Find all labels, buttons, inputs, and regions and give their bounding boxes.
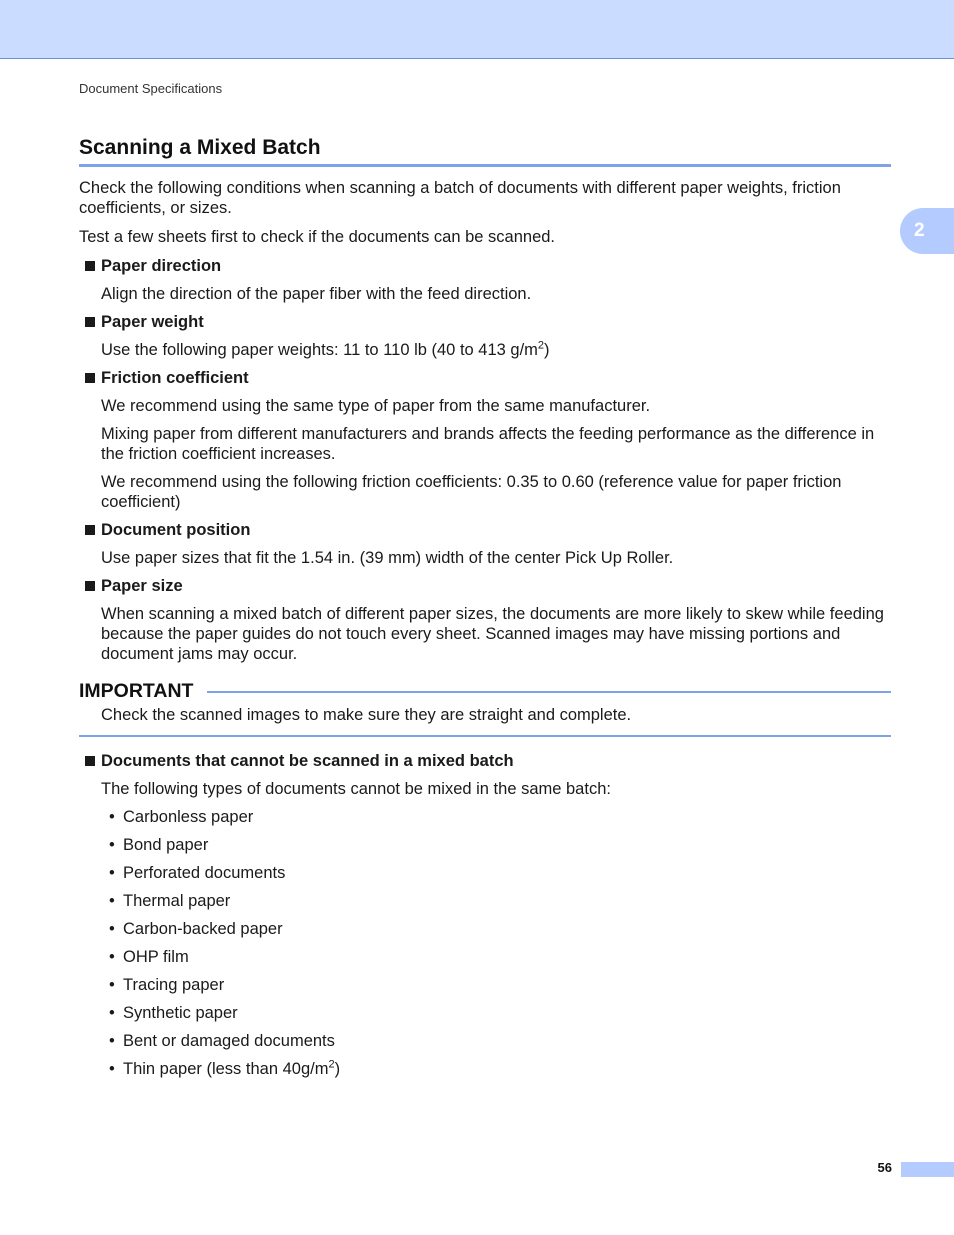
page-number-bar — [901, 1162, 954, 1177]
list-item — [109, 1031, 891, 1051]
exclusions-list — [109, 807, 891, 1079]
list-item — [109, 919, 891, 939]
condition-heading-label: Paper size — [101, 577, 183, 595]
bullet-dot-icon: • — [109, 1032, 115, 1050]
page-header-band — [0, 0, 954, 59]
condition-text: When scanning a mixed batch of different paper sizes, the documents are more likely to skew while feeding because the paper guides do not touch every sheet. Scanned images may have missing portions and document jams may occur. — [101, 605, 884, 663]
condition-text — [101, 340, 891, 360]
list-item-text: Bond paper — [123, 836, 209, 854]
condition-heading-friction — [79, 368, 891, 388]
bullet-dot-icon: • — [109, 836, 115, 854]
list-item — [109, 835, 891, 855]
text-segment: ) — [544, 341, 550, 359]
list-item-text: Thermal paper — [123, 892, 231, 910]
page-content — [79, 178, 891, 1087]
list-item — [109, 891, 891, 911]
list-item — [109, 975, 891, 995]
important-callout — [79, 680, 891, 737]
bullet-dot-icon: • — [109, 808, 115, 826]
important-label: IMPORTANT — [79, 680, 194, 702]
superscript: 2 — [537, 339, 545, 352]
list-item — [109, 807, 891, 827]
text-segment: Thin paper (less than 40g/m — [123, 1060, 329, 1078]
square-bullet-icon — [85, 525, 95, 535]
text-segment: Use the following paper weights: 11 to 110 lb (40 to 413 g/m — [101, 341, 538, 359]
bullet-dot-icon: • — [109, 892, 115, 910]
bullet-dot-icon: • — [109, 920, 115, 938]
list-item-text: Carbon-backed paper — [123, 920, 283, 938]
condition-text: We recommend using the same type of paper from the same manufacturer. — [101, 397, 651, 415]
exclusions-heading-label: Documents that cannot be scanned in a mixed batch — [101, 752, 514, 770]
list-item-text: Synthetic paper — [123, 1004, 238, 1022]
condition-heading-label: Document position — [101, 521, 251, 539]
superscript: 2 — [328, 1058, 335, 1071]
condition-heading-position — [79, 520, 891, 540]
bullet-dot-icon: • — [109, 864, 115, 882]
square-bullet-icon — [85, 581, 95, 591]
condition-heading-direction — [79, 256, 891, 276]
chapter-tab: 2 — [900, 208, 954, 254]
condition-text: We recommend using the following friction coefficients: 0.35 to 0.60 (reference value for paper friction coefficient) — [101, 473, 842, 511]
condition-text: Use paper sizes that fit the 1.54 in. (39 mm) width of the center Pick Up Roller. — [101, 549, 674, 567]
bullet-dot-icon: • — [109, 1004, 115, 1022]
condition-text: Mixing paper from different manufacturers and brands affects the feeding performance as the difference in the friction coefficient increases. — [101, 425, 875, 463]
list-item — [109, 1003, 891, 1023]
bullet-dot-icon: • — [109, 976, 115, 994]
bullet-dot-icon: • — [109, 948, 115, 966]
list-item-text: OHP film — [123, 948, 189, 966]
exclusions-heading — [79, 751, 891, 771]
important-text: Check the scanned images to make sure they are straight and complete. — [101, 706, 632, 724]
list-item-text: Tracing paper — [123, 976, 225, 994]
condition-heading-label: Friction coefficient — [101, 369, 249, 387]
list-item-text: Bent or damaged documents — [123, 1032, 335, 1050]
square-bullet-icon — [85, 373, 95, 383]
text-segment: ) — [334, 1060, 341, 1078]
page-number: 56 — [877, 1160, 892, 1175]
bullet-dot-icon: • — [109, 1060, 115, 1078]
list-item — [109, 1059, 891, 1079]
condition-heading-label: Paper direction — [101, 257, 222, 275]
running-header: Document Specifications — [79, 81, 223, 96]
condition-heading-weight — [79, 312, 891, 332]
list-item-text: Carbonless paper — [123, 808, 254, 826]
important-header — [79, 680, 891, 703]
list-item-text: Perforated documents — [123, 864, 286, 882]
intro-paragraph: Check the following conditions when scanning a batch of documents with different paper weights, friction coefficients, or sizes. — [79, 179, 841, 217]
list-item — [109, 863, 891, 883]
square-bullet-icon — [85, 317, 95, 327]
square-bullet-icon — [85, 756, 95, 766]
section-title: Scanning a Mixed Batch — [79, 136, 891, 167]
list-item — [109, 947, 891, 967]
square-bullet-icon — [85, 261, 95, 271]
condition-heading-size — [79, 576, 891, 596]
condition-text: Align the direction of the paper fiber with the feed direction. — [101, 285, 532, 303]
condition-heading-label: Paper weight — [101, 313, 204, 331]
intro-paragraph: Test a few sheets first to check if the documents can be scanned. — [79, 228, 556, 246]
important-rule — [207, 691, 891, 693]
exclusions-intro: The following types of documents cannot be mixed in the same batch: — [101, 780, 611, 798]
